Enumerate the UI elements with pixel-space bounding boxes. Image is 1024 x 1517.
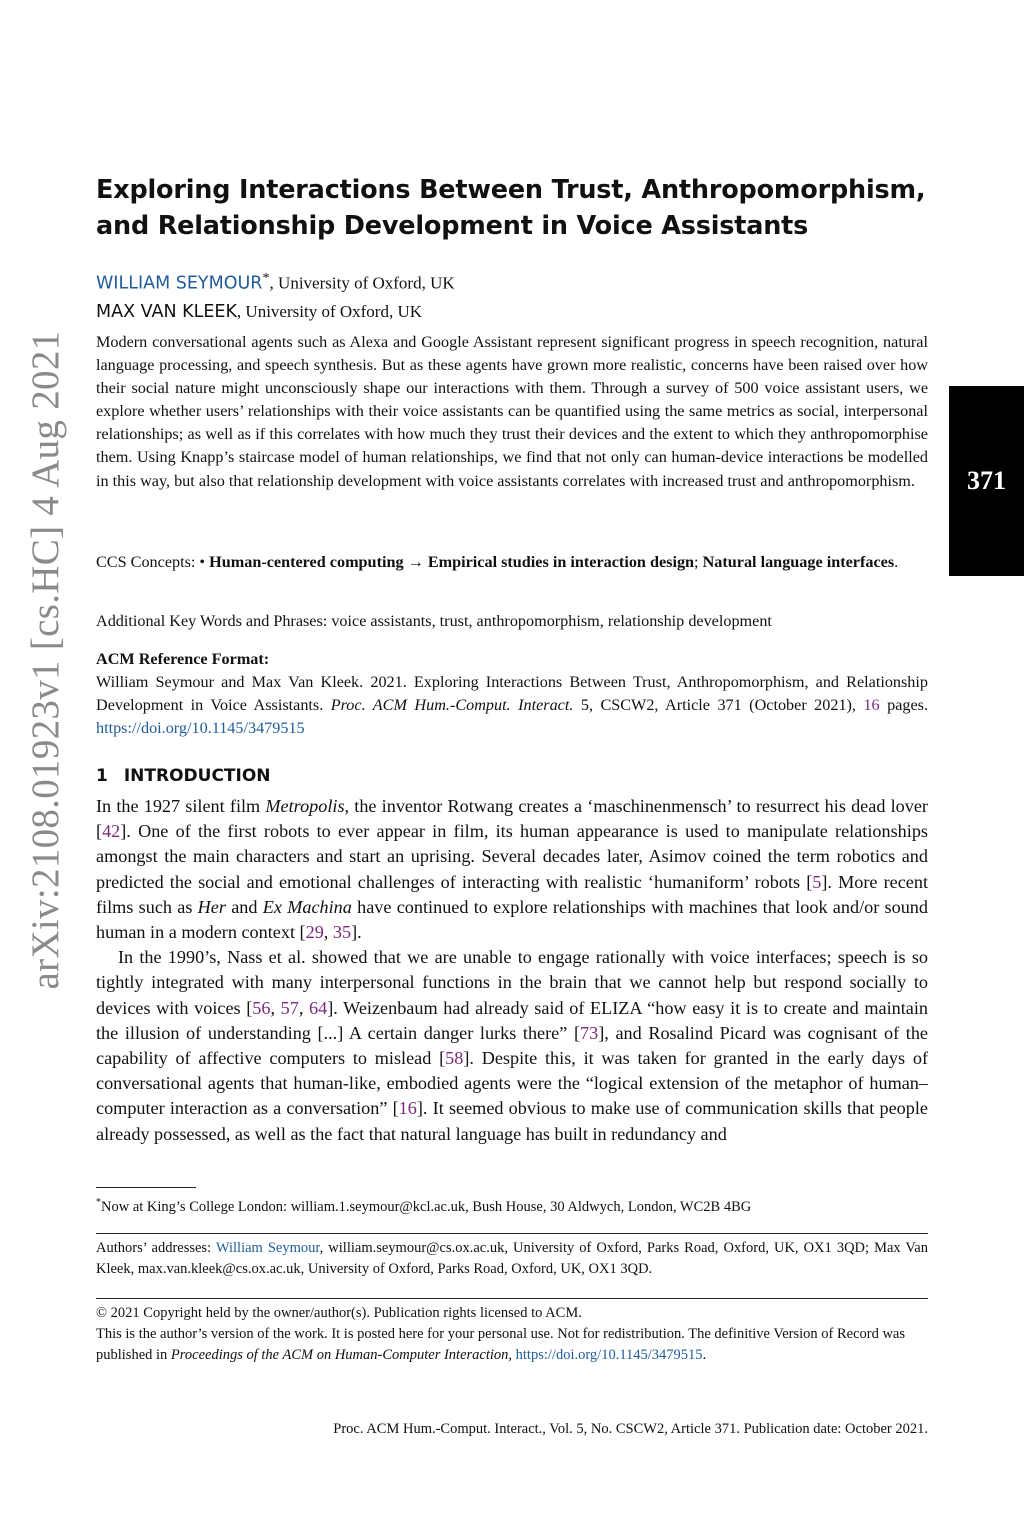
citation-link[interactable]: 16 [398, 1098, 417, 1119]
body-text: ]. Weizenbaum had already said of ELIZA “how easy it is to create and maintain the illusion of understanding [...] A certain danger lurks there” [ [96, 997, 929, 1043]
body-text: ]. It seemed obvious to make use of communication skills that people already possessed, as well as the fact that natural language has built in redundancy and [96, 1098, 928, 1144]
footnote-text: Now at King’s College London: william.1.seymour@kcl.ac.uk, Bush House, 30 Aldwych, London, WC2B 4BG [101, 1198, 752, 1215]
addresses-rule [96, 1233, 928, 1234]
body-text: have continued to explore relationships with machines that look and/or sound human in a modern context [ [96, 896, 928, 943]
author-list [96, 265, 928, 326]
acm-reference-heading: ACM Reference Format: [96, 650, 270, 668]
citation-link[interactable]: 73 [580, 1022, 599, 1043]
body-text: , [298, 997, 310, 1018]
version-doi-link[interactable]: https://doi.org/10.1145/3479515 [515, 1347, 703, 1363]
body-text: ]. One of the first robots to ever appear in film, its human appearance is used to manipulate relationships amongst the main characters and start an uprising. Several decades later, Asimov coined the term robotics and predicted the social and emotional challenges of interacting with realistic ‘humaniform’ robots [ [96, 821, 928, 892]
copyright-notice [96, 1303, 928, 1366]
citation-link[interactable]: 58 [445, 1048, 464, 1069]
emphasis-text: Her [197, 896, 226, 917]
emphasis-text: Metropolis [265, 796, 345, 816]
acm-reference-text-1: William Seymour and Max Van Kleek. 2021. Exploring Interactions Between Trust, Anthropomorphism, and Relationship Development in Voice Assistants. [96, 673, 928, 715]
citation-link[interactable]: 42 [102, 821, 121, 842]
author-1 [96, 265, 928, 298]
article-number-tab [949, 386, 1024, 576]
footnote-rule [96, 1187, 196, 1188]
body-text: and [225, 896, 263, 917]
version-of-record-note [96, 1324, 928, 1366]
author-1-affiliation: , University of Oxford, UK [269, 273, 455, 293]
keywords: Additional Key Words and Phrases: voice assistants, trust, anthropomorphism, relationship development [96, 612, 772, 630]
authors-addresses [96, 1238, 928, 1280]
abstract: Modern conversational agents such as Alexa and Google Assistant represent significant progress in speech recognition, natural language processing, and speech synthesis. But as these agents have grown more realistic, concerns have been raised over how their social nature might unconsciously shape our interactions with them. Through a survey of 500 voice assistant users, we explore whether users’ relationships with their voice assistants can be quantified using the same metrics as social, interpersonal relationships; as well as if this correlates with how much they trust their devices and the extent to which they anthropomorphise them. Using Knapp’s staircase model of human relationships, we find that not only can human-device interactions be modelled in this way, but also that relationship development with voice assistants correlates with increased trust and anthropomorphism. [96, 333, 928, 490]
citation-link[interactable]: 56 [252, 997, 271, 1018]
version-end: . [702, 1347, 707, 1363]
addresses-author-link[interactable]: William Seymour [215, 1240, 320, 1256]
citation-link[interactable]: 57 [280, 997, 299, 1018]
acm-reference-format [96, 648, 928, 740]
paper-title-line-2: and Relationship Development in Voice Assistants [96, 211, 809, 241]
body-text: , [323, 922, 333, 943]
journal-name: Proceedings of the ACM on Human-Computer Interaction [170, 1347, 509, 1363]
ccs-separator: ; [694, 553, 703, 571]
footnote-mark: * [96, 1197, 101, 1208]
footnote [96, 1193, 928, 1217]
arxiv-identifier-stamp: arXiv:2108.01923v1 [cs.HC] 4 Aug 2021 [24, 330, 67, 990]
citation-link[interactable]: 35 [332, 922, 352, 943]
author-2 [96, 298, 928, 326]
body-text: In the 1990’s, Nass et al. showed that we are unable to engage rationally with voice interfaces; speech is so tightly integrated with many interpersonal functions in the brain that we cannot help but respond socially to devices with voices [ [96, 947, 928, 1018]
author-1-footnote-mark[interactable]: * [262, 270, 270, 286]
ccs-concepts [96, 551, 928, 574]
citation-link[interactable]: 5 [812, 871, 822, 892]
copyright-rule [96, 1298, 928, 1299]
copyright-line: © 2021 Copyright held by the owner/author(s). Publication rights licensed to ACM. [96, 1305, 582, 1321]
acm-reference-pages-link[interactable]: 16 [863, 696, 880, 715]
author-2-name: MAX VAN KLEEK [96, 301, 237, 322]
body-text: ]. [351, 922, 362, 943]
section-heading [96, 764, 928, 788]
citation-link[interactable]: 29 [305, 922, 324, 943]
emphasis-text: Ex Machina [262, 896, 352, 917]
ccs-label: CCS Concepts: • [96, 553, 210, 571]
acm-reference-text-2: 5, CSCW2, Article 371 (October 2021), [573, 696, 864, 715]
acm-reference-doi-link[interactable]: https://doi.org/10.1145/3479515 [96, 719, 305, 738]
body-text: , the inventor Rotwang creates a ‘maschinenmensch’ to resurrect his dead lover [ [96, 796, 928, 842]
intro-paragraph-2 [96, 945, 928, 1147]
body-text: ], and Rosalind Picard was cognisant of the capability of affective computers to mislead [ [96, 1022, 928, 1069]
introduction-body [96, 794, 928, 1147]
addresses-label: Authors’ addresses: [96, 1240, 216, 1256]
body-text: In the 1927 silent film [96, 796, 266, 816]
section-title: INTRODUCTION [123, 766, 271, 786]
body-text: , [270, 997, 281, 1018]
article-number: 371 [967, 466, 1006, 495]
author-2-affiliation: , University of Oxford, UK [236, 301, 423, 321]
acm-reference-venue: Proc. ACM Hum.-Comput. Interact. [330, 696, 574, 715]
body-text: ]. More recent films such as [96, 871, 928, 917]
journal-separator: , [508, 1347, 516, 1363]
author-1-name-link[interactable]: WILLIAM SEYMOUR [96, 273, 263, 294]
acm-reference-text-3: pages. [879, 696, 929, 715]
paper-title-line-1: Exploring Interactions Between Trust, Anthropomorphism, [96, 175, 926, 205]
running-footer: Proc. ACM Hum.-Comput. Interact., Vol. 5, No. CSCW2, Article 371. Publication date: October 2021. [333, 1421, 928, 1437]
ccs-concept-2: Natural language interfaces [702, 553, 895, 571]
intro-paragraph-1 [96, 794, 928, 945]
version-text: This is the author’s version of the work. It is posted here for your personal use. Not for redistribution. The definitive Version of Record was published in [96, 1326, 906, 1363]
section-number: 1 [96, 766, 108, 786]
ccs-end: . [894, 553, 899, 571]
citation-link[interactable]: 64 [309, 997, 328, 1018]
body-text: ]. Despite this, it was taken for granted in the early days of conversational agents that human-like, embodied agents were the “logical extension of the metaphor of human–computer interaction as a conversation” [ [96, 1048, 928, 1119]
addresses-text: , william.seymour@cs.ox.ac.uk, University of Oxford, Parks Road, Oxford, UK, OX1 3QD; Max Van Kleek, max.van.kleek@cs.ox.ac.uk, University of Oxford, Parks Road, Oxford, UK, OX1 3QD. [96, 1240, 928, 1277]
ccs-concept-1: Human-centered computing → Empirical studies in interaction design [209, 553, 695, 571]
paper-title [96, 172, 928, 244]
